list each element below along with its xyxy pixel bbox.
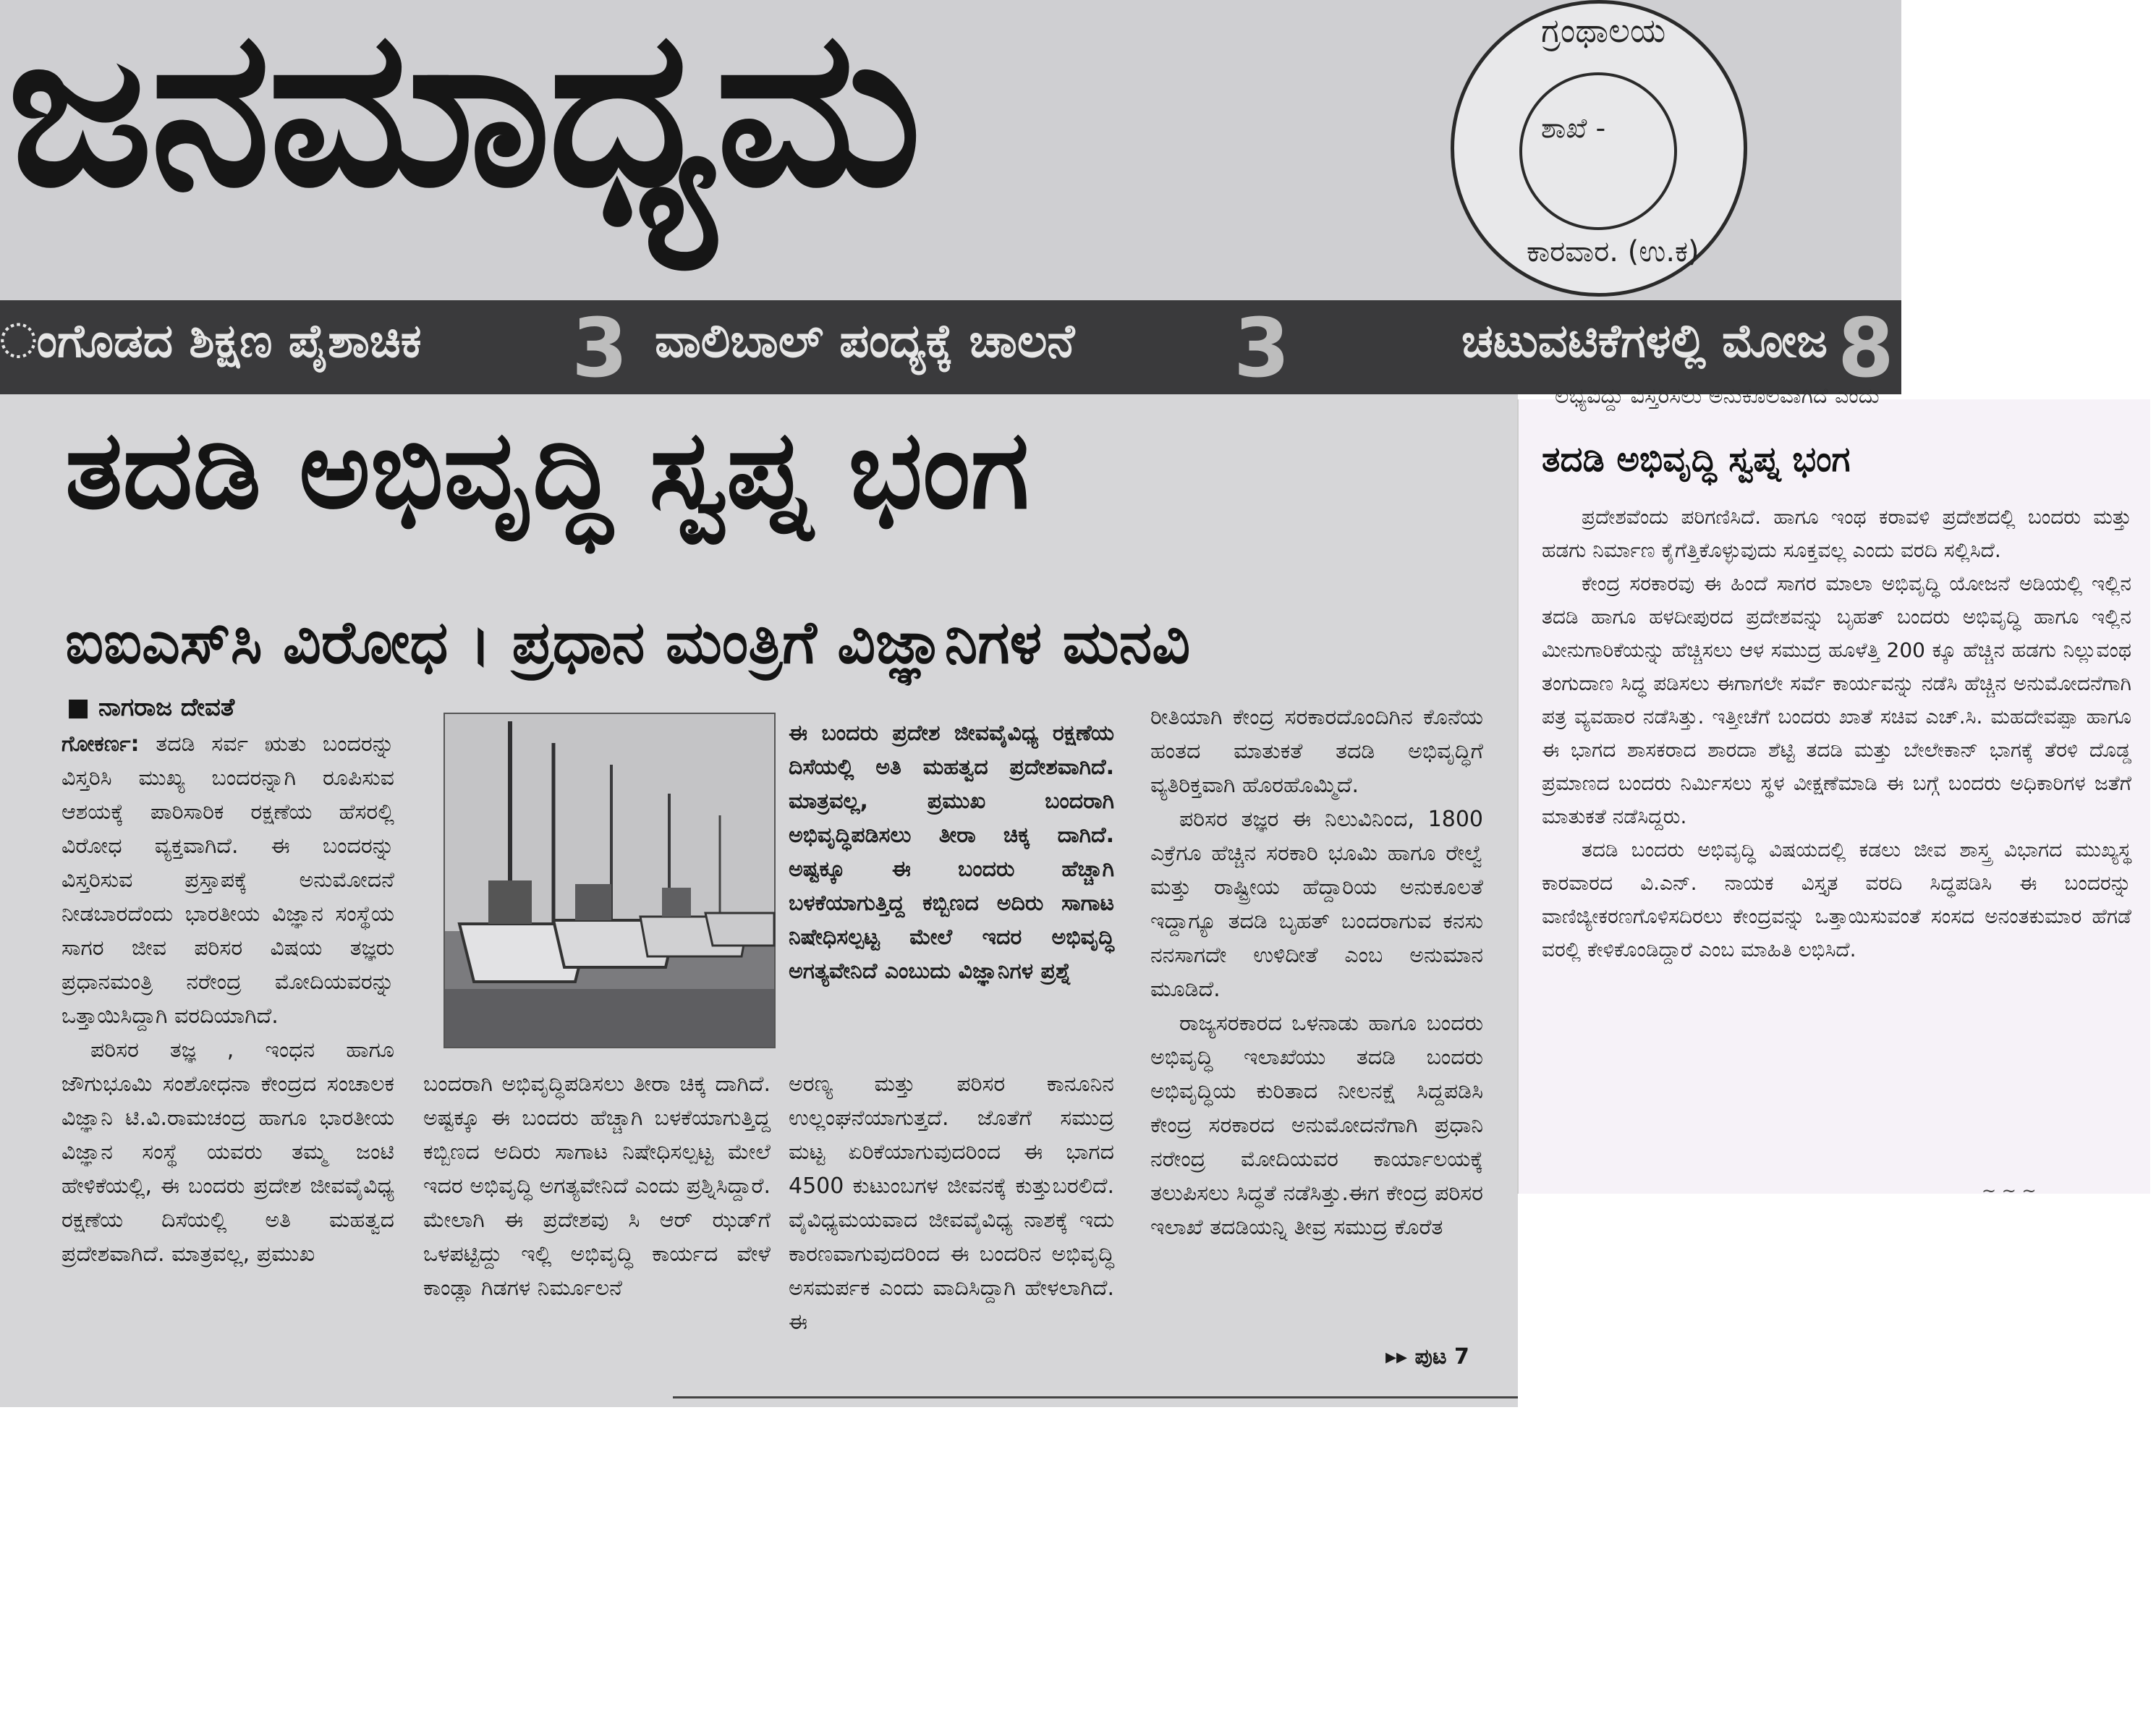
seal-center-text: ಶಾಖೆ - xyxy=(1541,112,1606,144)
column-4-paragraph-3: ರಾಜ್ಯಸರಕಾರದ ಒಳನಾಡು ಹಾಗೂ ಬಂದರು ಅಭಿವೃದ್ಧಿ ಇಲಾಖೆಯು ತದಡಿ ಬಂದರು ಅಭಿವೃದ್ಧಿಯ ಕುರಿತಾದ ನೀಲನಕ್ಷೆ ಸಿದ್ದಪಡಿಸಿ ಕೇಂದ್ರ ಸರಕಾರದ ಅನುಮೋದನೆಗಾಗಿ ಪ್ರಧಾನಿ ನರೇಂದ್ರ ಮೋದಿಯವರ ಕಾರ್ಯಾಲಯಕ್ಕೆ ತಲುಪಿಸಲು ಸಿದ್ಧತೆ ನಡೆಸಿತ್ತು.ಈಗ ಕೇಂದ್ರ ಪರಿಸರ ಇಲಾಖೆ ತದಡಿಯನ್ನಿ ತೀವ್ರ ಸಮುದ್ರ ಕೊರೆತ xyxy=(1150,1011,1483,1240)
article-subheadline: ಐಐಎಸ್‌ಸಿ ವಿರೋಧ । ಪ್ರಧಾನ ಮಂತ್ರಿಗೆ ವಿಜ್ಞಾನಿಗಳ ಮನವಿ xyxy=(65,608,1191,677)
article-column-2 xyxy=(423,1067,771,1393)
strip-item-2: ವಾಲಿಬಾಲ್ ಪಂದ್ಯಕ್ಕೆ ಚಾಲನೆ xyxy=(655,315,1075,368)
seal-inner-ring xyxy=(1519,72,1677,230)
side-cut-top-text: ಲಭ್ಯವಿದ್ದು ವಿಸ್ತರಿಸಲು ಅನುಕೂಲವಾಗಿದೆ ಎಂದು xyxy=(1555,383,1880,409)
column-1-paragraph-1 xyxy=(61,727,394,1033)
continued-on-page: ▸▸ ಪುಟ 7 xyxy=(1385,1344,1469,1370)
side-paragraph-3: ತದಡಿ ಬಂದರು ಅಭಿವೃದ್ಧಿ ವಿಷಯದಲ್ಲಿ ಕಡಲು ಜೀವ ಶಾಸ್ತ್ರ ವಿಭಾಗದ ಮುಖ್ಯಸ್ಥ ಕಾರವಾರದ ವಿ.ಎನ್. ನಾಯಕ ವಿಸ್ತೃತ ವರದಿ ಸಿದ್ಧಪಡಿಸಿ ಈ ಬಂದರನ್ನು ವಾಣಿಜ್ಯೀಕರಣಗೊಳಿಸದಿರಲು ಕೇಂದ್ರವನ್ನು ಒತ್ತಾಯಿಸುವಂತೆ ಸಂಸದ ಅನಂತಕುಮಾರ ಹೆಗಡೆ ವರಲ್ಲಿ ಕೇಳಿಕೊಂಡಿದ್ದಾರೆ ಎಂಬ ಮಾಹಿತಿ ಲಭಿಸಿದೆ. xyxy=(1542,838,2131,961)
index-strip xyxy=(0,300,1901,394)
side-paragraph-1: ಪ್ರದೇಶವೆಂದು ಪರಿಗಣಿಸಿದೆ. ಹಾಗೂ ಇಂಥ ಕರಾವಳಿ ಪ್ರದೇಶದಲ್ಲಿ ಬಂದರು ಮತ್ತು ಹಡಗು ನಿರ್ಮಾಣ ಕೈಗೆತ್ತಿಕೊಳ್ಳುವುದು ಸೂಕ್ತವಲ್ಲ ಎಂದು ವರದಿ ಸಲ್ಲಿಸಿದೆ. xyxy=(1542,505,2131,562)
article-headline: ತದಡಿ ಅಭಿವೃದ್ಧಿ ಸ್ವಪ್ನ ಭಂಗ xyxy=(65,407,1030,533)
side-cut-bottom-text: ~ ~ ~ xyxy=(1982,1181,2037,1201)
column-1-text-1: ತದಡಿ ಸರ್ವ ಋತು ಬಂದರನ್ನು ವಿಸ್ತರಿಸಿ ಮುಖ್ಯ ಬಂದರನ್ನಾಗಿ ರೂಪಿಸುವ ಆಶಯಕ್ಕೆ ಪಾರಿಸಾರಿಕ ರಕ್ಷಣೆಯ ಹೆಸರಲ್ಲಿ ವಿರೋಧ ವ್ಯಕ್ತವಾಗಿದೆ. ಈ ಬಂದರನ್ನು ವಿಸ್ತರಿಸುವ ಪ್ರಸ್ತಾಪಕ್ಕೆ ಅನುಮೋದನೆ ನೀಡಬಾರದೆಂದು ಭಾರತೀಯ ವಿಜ್ಞಾನ ಸಂಸ್ಥೆಯ ಸಾಗರ ಜೀವ ಪರಿಸರ ವಿಷಯ ತಜ್ಞರು ಪ್ರಧಾನಮಂತ್ರಿ ನರೇಂದ್ರ ಮೋದಿಯವರನ್ನು ಒತ್ತಾಯಿಸಿದ್ದಾಗಿ ವರದಿಯಾಗಿದೆ. xyxy=(61,731,395,1029)
article-dateline: ಗೋಕರ್ಣ: xyxy=(61,731,140,757)
column-1-paragraph-2: ಪರಿಸರ ತಜ್ಞ , ಇಂಧನ ಹಾಗೂ ಜೌಗುಭೂಮಿ ಸಂಶೋಧನಾ ಕೇಂದ್ರದ ಸಂಚಾಲಕ ವಿಜ್ಞಾನಿ ಟಿ.ವಿ.ರಾಮಚಂದ್ರ ಹಾಗೂ ಭಾರತೀಯ ವಿಜ್ಞಾನ ಸಂಸ್ಥೆ ಯವರು ತಮ್ಮ ಜಂಟಿ ಹೇಳಿಕೆಯಲ್ಲಿ, ಈ ಬಂದರು ಪ್ರದೇಶ ಜೀವವೈವಿಧ್ಯ ರಕ್ಷಣೆಯ ದಿಸೆಯಲ್ಲಿ ಅತಿ ಮಹತ್ವದ ಪ್ರದೇಶವಾಗಿದೆ. ಮಾತ್ರವಲ್ಲ, ಪ್ರಮುಖ xyxy=(61,1037,394,1267)
library-seal-icon xyxy=(1451,0,1747,297)
strip-item-3: ಚಟುವಟಿಕೆಗಳಲ್ಲಿ ಮೋಜ xyxy=(1461,315,1828,368)
fishing-boats-photo-icon xyxy=(443,713,776,1048)
seal-bottom-text: ಕಾರವಾರ. (ಉ.ಕ) xyxy=(1527,235,1699,268)
strip-page-3: 8 xyxy=(1838,302,1894,396)
column-3-paragraph-1: ಅರಣ್ಯ ಮತ್ತು ಪರಿಸರ ಕಾನೂನಿನ ಉಲ್ಲಂಘನೆಯಾಗುತ್ತದೆ. ಜೊತೆಗೆ ಸಮುದ್ರ ಮಟ್ಟ ಏರಿಕೆಯಾಗುವುದರಿಂದ ಈ ಭಾಗದ 4500 ಕುಟುಂಬಗಳ ಜೀವನಕ್ಕೆ ಕುತ್ತುಬರಲಿದೆ. ವೈವಿಧ್ಯಮಯವಾದ ಜೀವವೈವಿಧ್ಯ ನಾಶಕ್ಕೆ ಇದು ಕಾರಣವಾಗುವುದರಿಂದ ಈ ಬಂದರಿನ ಅಭಿವೃದ್ಧಿ ಅಸಮರ್ಪಕ ಎಂದು ವಾದಿಸಿದ್ದಾಗಿ ಹೇಳಲಾಗಿದೆ. ಈ xyxy=(789,1071,1114,1335)
side-paragraph-2: ಕೇಂದ್ರ ಸರಕಾರವು ಈ ಹಿಂದೆ ಸಾಗರ ಮಾಲಾ ಅಭಿವೃದ್ಧಿ ಯೋಜನೆ ಅಡಿಯಲ್ಲಿ ಇಲ್ಲಿನ ತದಡಿ ಹಾಗೂ ಹಳದೀಪುರದ ಪ್ರದೇಶವನ್ನು ಬೃಹತ್ ಬಂದರು ಅಭಿವೃದ್ಧಿ ಹಾಗೂ ಇಲ್ಲಿನ ಮೀನುಗಾರಿಕೆಯನ್ನು ಹೆಚ್ಚಿಸಲು ಆಳ ಸಮುದ್ರ ಹೂಳೆತ್ತಿ 200 ಕ್ಕೂ ಹೆಚ್ಚಿನ ಹಡಗು ನಿಲ್ಲುವಂಥ ತಂಗುದಾಣ ಸಿದ್ಧ ಪಡಿಸಲು ಈಗಾಗಲೇ ಸರ್ವೆ ಕಾರ್ಯವನ್ನು ನಡೆಸಿ ಹೆಚ್ಚಿನ ಅನುಮೋದನೆಗಾಗಿ ಪತ್ರ ವ್ಯವಹಾರ ನಡೆಸಿತ್ತು. ಇತ್ತೀಚೆಗೆ ಬಂದರು ಖಾತೆ ಸಚಿವ ಎಚ್.ಸಿ. ಮಹದೇವಪ್ಪಾ ಹಾಗೂ ಈ ಭಾಗದ ಶಾಸಕರಾದ ಶಾರದಾ ಶೆಟ್ಟಿ ತದಡಿ ಮತ್ತು ಬೇಲೇಕಾನ್ ಭಾಗಕ್ಕೆ ತೆರಳಿ ದೊಡ್ಡ ಪ್ರಮಾಣದ ಬಂದರು ನಿರ್ಮಿಸಲು ಸ್ಥಳ ವೀಕ್ಷಣೆಮಾಡಿ ಈ ಬಗ್ಗೆ ಬಂದರು ಅಧಿಕಾರಿಗಳ ಜತೆಗೆ ಮಾತುಕತೆ ನಡೆಸಿದ್ದರು. xyxy=(1542,572,2131,828)
secondary-clipping xyxy=(1517,383,2150,1201)
article-column-3 xyxy=(789,1067,1114,1393)
article-byline: ■ ನಾಗರಾಜ ದೇವತೆ xyxy=(67,693,235,722)
bottom-rule xyxy=(673,1396,1518,1398)
strip-page-1: 3 xyxy=(572,302,628,396)
column-4-paragraph-1: ರೀತಿಯಾಗಿ ಕೇಂದ್ರ ಸರಕಾರದೊಂದಿಗಿನ ಕೊನೆಯ ಹಂತದ ಮಾತುಕತೆ ತದಡಿ ಅಭಿವೃದ್ಧಿಗೆ ವ್ಯತಿರಿಕ್ತವಾಗಿ ಹೊರಹೊಮ್ಮಿದೆ. xyxy=(1150,705,1483,798)
article-column-1 xyxy=(61,727,394,1393)
side-headline: ತದಡಿ ಅಭಿವೃದ್ಧಿ ಸ್ವಪ್ನ ಭಂಗ xyxy=(1542,439,1851,480)
seal-ring-text: ಗ್ರಂಥಾಲಯ xyxy=(1541,11,1666,50)
strip-item-1: ಂಗೊಡದ ಶಿಕ್ಷಣ ಪೈಶಾಚಿಕ xyxy=(0,315,422,368)
strip-page-2: 3 xyxy=(1234,302,1290,396)
article-pull-quote xyxy=(789,716,1114,1035)
pull-quote-text: ಈ ಬಂದರು ಪ್ರದೇಶ ಜೀವವೈವಿಧ್ಯ ರಕ್ಷಣೆಯ ದಿಸೆಯಲ್ಲಿ ಅತಿ ಮಹತ್ವದ ಪ್ರದೇಶವಾಗಿದೆ. ಮಾತ್ರವಲ್ಲ, ಪ್ರಮುಖ ಬಂದರಾಗಿ ಅಭಿವೃದ್ಧಿಪಡಿಸಲು ತೀರಾ ಚಿಕ್ಕ ದಾಗಿದೆ. ಅಷ್ಟಕ್ಕೂ ಈ ಬಂದರು ಹೆಚ್ಚಾಗಿ ಬಳಕೆಯಾಗುತ್ತಿದ್ದ ಕಬ್ಬಿಣದ ಅದಿರು ಸಾಗಾಟ ನಿಷೇಧಿಸಲ್ಪಟ್ಟ ಮೇಲೆ ಇದರ ಅಭಿವೃದ್ಧಿ ಅಗತ್ಯವೇನಿದೆ ಎಂಬುದು ವಿಜ್ಞಾನಿಗಳ ಪ್ರಶ್ನೆ xyxy=(789,721,1114,984)
masthead xyxy=(0,0,1901,394)
column-4-paragraph-2: ಪರಿಸರ ತಜ್ಞರ ಈ ನಿಲುವಿನಿಂದ, 1800 ಎಕ್ರೆಗೂ ಹೆಚ್ಚಿನ ಸರಕಾರಿ ಭೂಮಿ ಹಾಗೂ ರೇಲ್ವೆ ಮತ್ತು ರಾಷ್ಟ್ರೀಯ ಹೆದ್ದಾರಿಯ ಅನುಕೂಲತೆ ಇದ್ದಾಗ್ಯೂ ತದಡಿ ಬೃಹತ್ ಬಂದರಾಗುವ ಕನಸು ನನಸಾಗದೇ ಉಳಿದೀತೆ ಎಂಬ ಅನುಮಾನ ಮೂಡಿದೆ. xyxy=(1150,807,1483,1002)
side-article-body xyxy=(1542,501,2131,967)
masthead-title: ಜನಮಾಧ್ಯಮ xyxy=(7,0,920,234)
article-column-4 xyxy=(1150,700,1483,1341)
column-2-paragraph-1: ಬಂದರಾಗಿ ಅಭಿವೃದ್ಧಿಪಡಿಸಲು ತೀರಾ ಚಿಕ್ಕ ದಾಗಿದೆ. ಅಷ್ಟಕ್ಕೂ ಈ ಬಂದರು ಹೆಚ್ಚಾಗಿ ಬಳಕೆಯಾಗುತ್ತಿದ್ದ ಕಬ್ಬಿಣದ ಅದಿರು ಸಾಗಾಟ ನಿಷೇಧಿಸಲ್ಪಟ್ಟ ಮೇಲೆ ಇದರ ಅಭಿವೃದ್ಧಿ ಅಗತ್ಯವೇನಿದೆ ಎಂದು ಪ್ರಶ್ನಿಸಿದ್ದಾರೆ. ಮೇಲಾಗಿ ಈ ಪ್ರದೇಶವು ಸಿ ಆರ್ ಝಡ್‌ಗೆ ಒಳಪಟ್ಟಿದ್ದು ಇಲ್ಲಿ ಅಭಿವೃದ್ಧಿ ಕಾರ್ಯದ ವೇಳೆ ಕಾಂಡ್ಲಾ ಗಿಡಗಳ ನಿರ್ಮೂಲನೆ xyxy=(423,1071,771,1301)
